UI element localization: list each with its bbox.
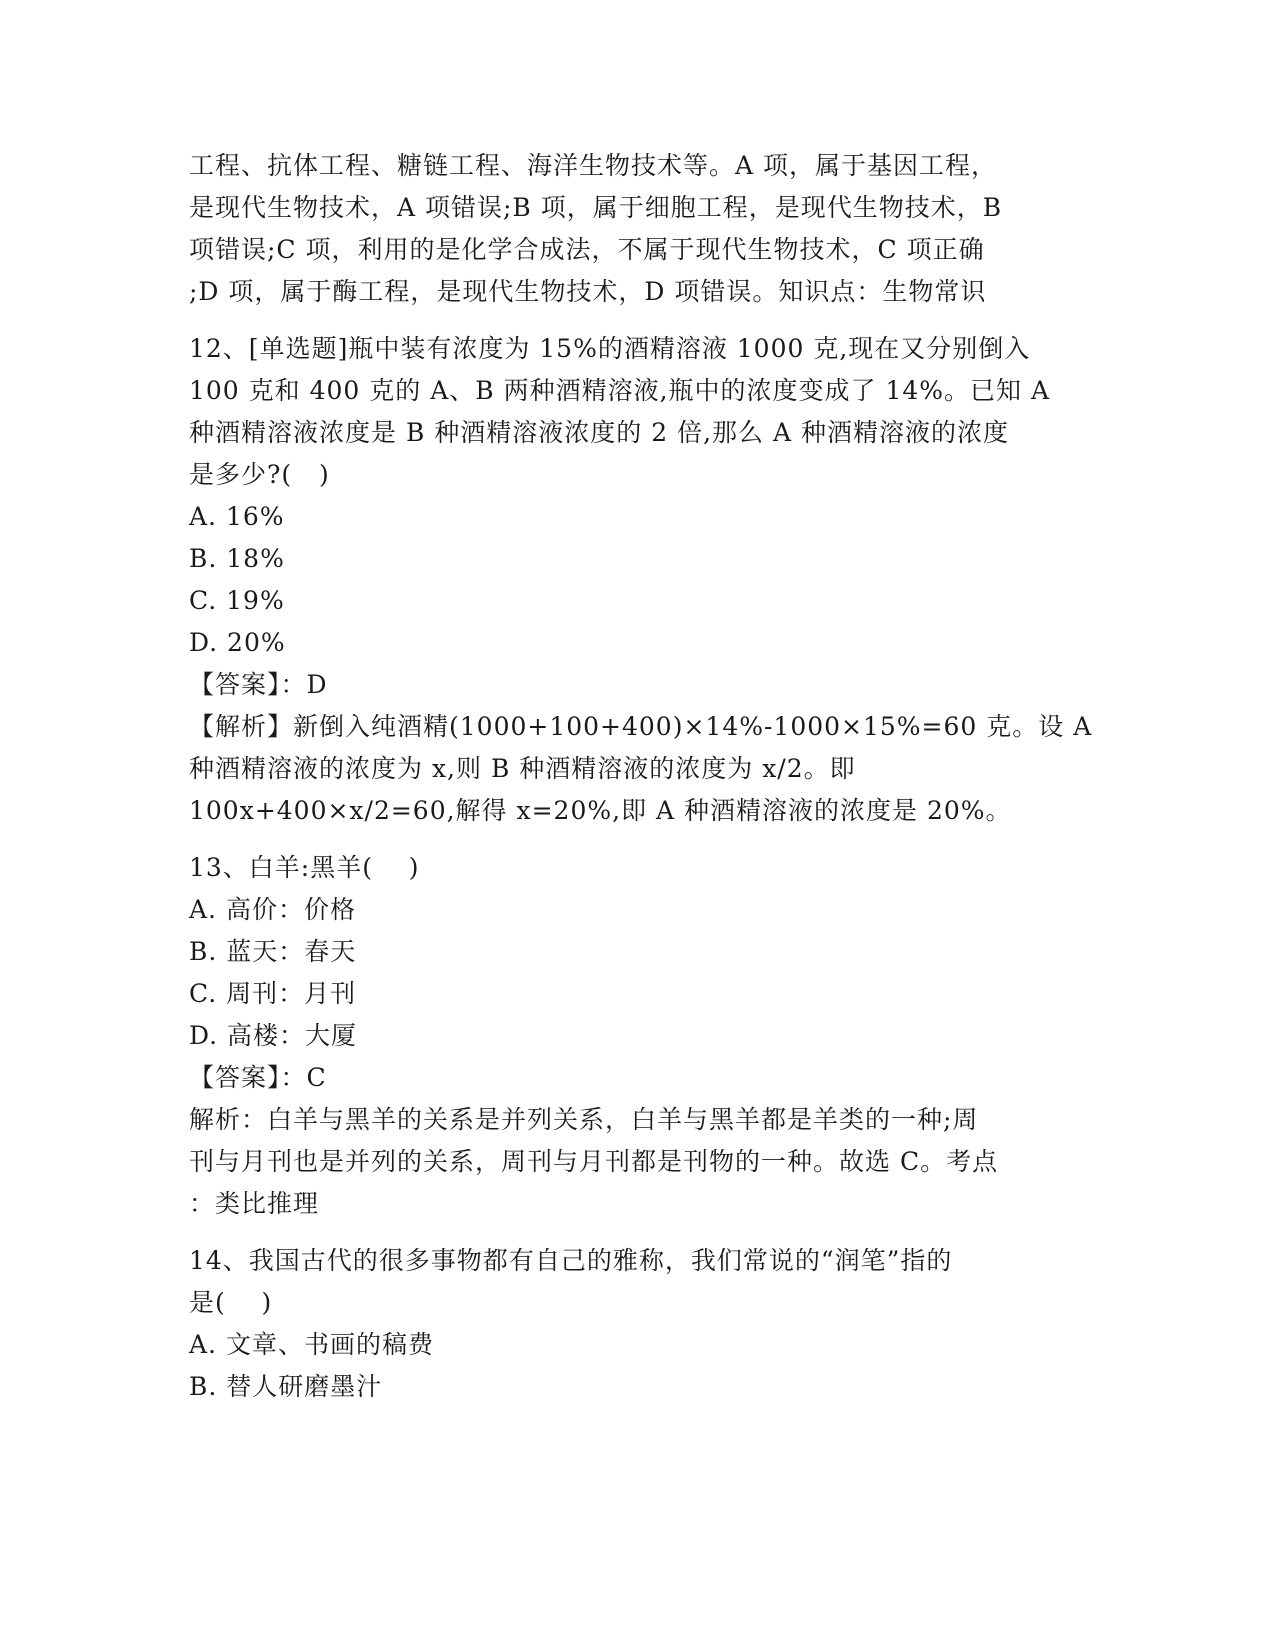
option-a: A. 高价：价格: [189, 895, 356, 924]
answer: 【答案】：C: [189, 1063, 327, 1092]
question-12-stem: 种酒精溶液浓度是 B 种酒精溶液浓度的 2 倍,那么 A 种酒精溶液的浓度: [189, 418, 1009, 447]
explanation: 刊与月刊也是并列的关系，周刊与月刊都是刊物的一种。故选 C。考点: [189, 1147, 999, 1176]
answer: 【答案】：D: [189, 670, 328, 699]
text-line: 项错误;C 项，利用的是化学合成法，不属于现代生物技术，C 项正确: [189, 235, 985, 264]
option-b: B. 替人研磨墨汁: [189, 1372, 383, 1401]
question-13-stem: 13、白羊:黑羊( ): [189, 853, 420, 882]
option-b: B. 蓝天：春天: [189, 937, 357, 966]
option-c: C. 19%: [189, 586, 285, 615]
question-12-stem: 是多少?( ): [189, 460, 330, 489]
question-12-stem: 100 克和 400 克的 A、B 两种酒精溶液,瓶中的浓度变成了 14%。已知 A: [189, 376, 1051, 405]
option-c: C. 周刊：月刊: [189, 979, 357, 1008]
option-a: A. 文章、书画的稿费: [189, 1330, 434, 1359]
option-b: B. 18%: [189, 544, 285, 573]
explanation: ：类比推理: [189, 1189, 320, 1218]
question-14-stem: 14、我国古代的很多事物都有自己的雅称，我们常说的“润笔”指的: [189, 1246, 953, 1275]
explanation: 解析：白羊与黑羊的关系是并列关系，白羊与黑羊都是羊类的一种;周: [189, 1105, 979, 1134]
explanation: 100x+400×x/2=60,解得 x=20%,即 A 种酒精溶液的浓度是 20%。: [189, 796, 1012, 825]
text-line: 工程、抗体工程、糖链工程、海洋生物技术等。A 项，属于基因工程，: [189, 151, 998, 180]
option-a: A. 16%: [189, 502, 285, 531]
question-12-stem: 12、[单选题]瓶中装有浓度为 15%的酒精溶液 1000 克,现在又分别倒入: [189, 334, 1031, 363]
option-d: D. 高楼：大厦: [189, 1021, 358, 1050]
option-d: D. 20%: [189, 628, 286, 657]
text-line: ;D 项，属于酶工程，是现代生物技术，D 项错误。知识点：生物常识: [189, 277, 987, 306]
question-14-stem: 是( ): [189, 1288, 273, 1317]
text-line: 是现代生物技术，A 项错误;B 项，属于细胞工程，是现代生物技术，B: [189, 193, 1003, 222]
explanation: 种酒精溶液的浓度为 x,则 B 种酒精溶液的浓度为 x/2。即: [189, 754, 856, 783]
explanation: 【解析】新倒入纯酒精(1000+100+400)×14%-1000×15%=60 克。设 A: [189, 712, 1093, 741]
